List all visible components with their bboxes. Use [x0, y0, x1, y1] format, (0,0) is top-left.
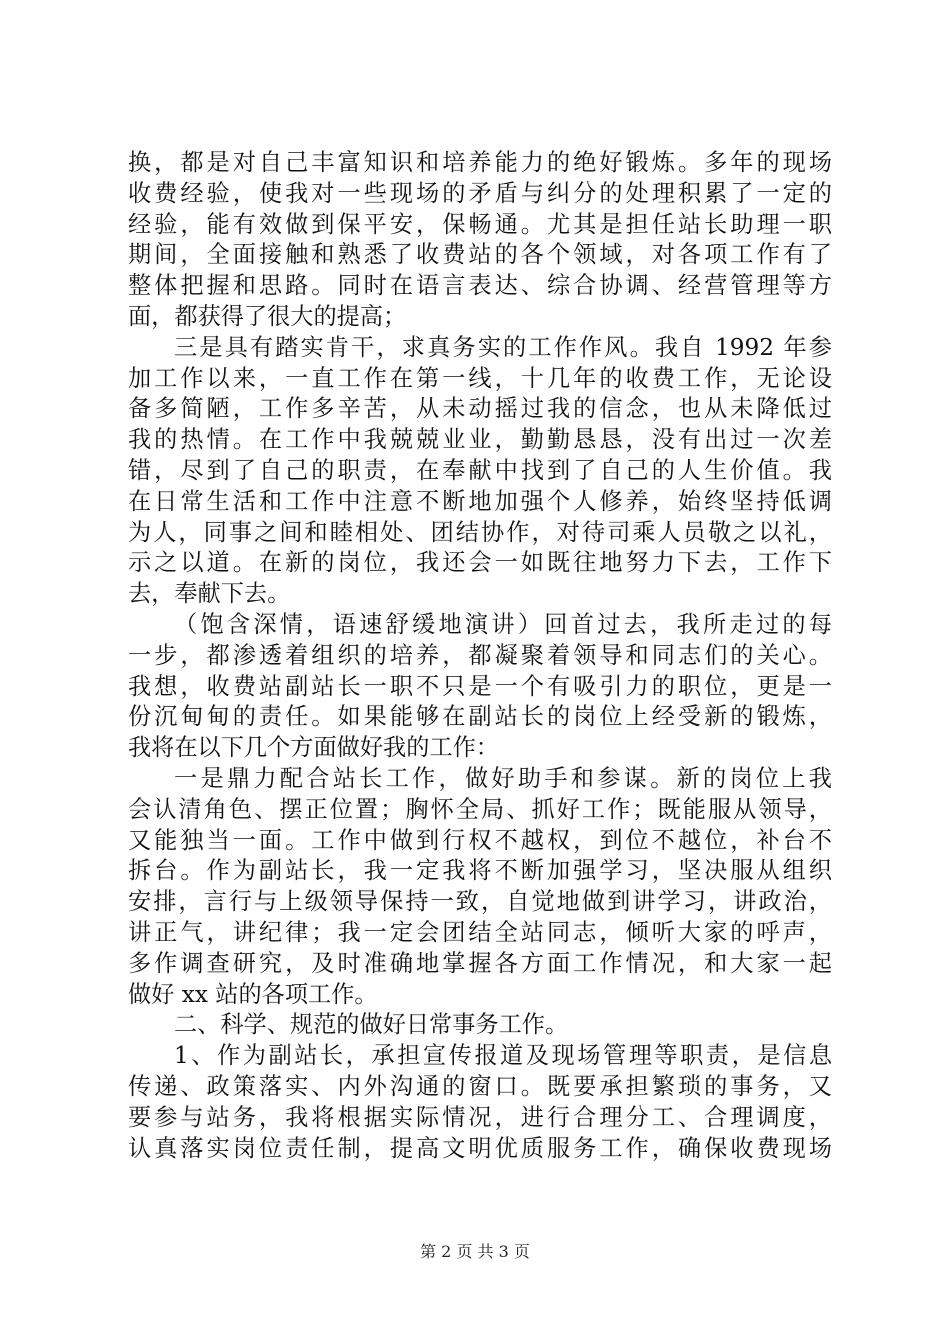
text-line: 认真落实岗位责任制，提高文明优质服务工作，确保收费现场 [128, 1134, 832, 1162]
text-line: 期间，全面接触和熟悉了收费站的各个领域，对各项工作有了 [128, 241, 832, 269]
text-line: 我的热情。在工作中我兢兢业业，勤勤恳恳，没有出过一次差 [128, 426, 832, 454]
text-line: 收费经验，使我对一些现场的矛盾与纠分的处理积累了一定的 [128, 179, 832, 207]
text-line: 传递、政策落实、内外沟通的窗口。既要承担繁琐的事务，又 [128, 1072, 832, 1100]
page-footer [0, 1242, 950, 1262]
text-line: 我将在以下几个方面做好我的工作： [128, 734, 499, 762]
text-line: 错，尽到了自己的职责，在奉献中找到了自己的人生价值。我 [128, 456, 832, 484]
text-line: 份沉甸甸的责任。如果能够在副站长的岗位上经受新的锻炼， [128, 703, 832, 731]
text-line: 做好 xx 站的各项工作。 [128, 980, 378, 1008]
text-line: 加工作以来，一直工作在第一线，十几年的收费工作，无论设 [128, 364, 832, 392]
text-line: 在日常生活和工作中注意不断地加强个人修养，始终坚持低调 [128, 487, 832, 515]
page-number: 第 2 页 共 3 页 [420, 1242, 530, 1261]
text-line: 经验，能有效做到保平安，保畅通。尤其是担任站长助理一职 [128, 210, 832, 238]
text-line: 我想，收费站副站长一职不只是一个有吸引力的职位，更是一 [128, 672, 832, 700]
text-line: 安排，言行与上级领导保持一致，自觉地做到讲学习，讲政治， [128, 888, 832, 916]
text-line: 多作调查研究，及时准确地掌握各方面工作情况，和大家一起 [128, 949, 832, 977]
text-line: 拆台。作为副站长，我一定我将不断加强学习，坚决服从组织 [128, 857, 832, 885]
text-line: 会认清角色、摆正位置；胸怀全局、抓好工作；既能服从领导， [128, 795, 832, 823]
text-line: 去，奉献下去。 [128, 580, 291, 608]
text-line: 示之以道。在新的岗位，我还会一如既往地努力下去，工作下 [128, 549, 832, 577]
text-line: 换，都是对自己丰富知识和培养能力的绝好锻炼。多年的现场 [128, 149, 832, 176]
text-line: 讲正气，讲纪律；我一定会团结全站同志，倾听大家的呼声， [128, 918, 832, 946]
text-line: 一步，都渗透着组织的培养，都凝聚着领导和同志们的关心。 [128, 641, 832, 669]
text-line: （饱含深情，语速舒缓地演讲）回首过去，我所走过的每 [174, 610, 832, 638]
text-line: 整体把握和思路。同时在语言表达、综合协调、经营管理等方 [128, 272, 832, 300]
text-line: 面，都获得了很大的提高； [128, 302, 407, 330]
text-line: 为人，同事之间和睦相处、团结协作，对待司乘人员敬之以礼， [128, 518, 832, 546]
text-line: 又能独当一面。工作中做到行权不越权，到位不越位，补台不 [128, 826, 832, 854]
text-line: 一是鼎力配合站长工作，做好助手和参谋。新的岗位上我 [174, 764, 832, 792]
text-line: 要参与站务，我将根据实际情况，进行合理分工、合理调度， [128, 1103, 832, 1131]
text-line: 三是具有踏实肯干，求真务实的工作作风。我自 1992 年参 [174, 333, 832, 361]
section-heading: 二、科学、规范的做好日常事务工作。 [174, 1011, 569, 1039]
text-line: 1、作为副站长，承担宣传报道及现场管理等职责，是信息 [174, 1042, 832, 1070]
document-body [128, 148, 832, 1164]
text-line: 备多简陋，工作多辛苦，从未动摇过我的信念，也从未降低过 [128, 395, 832, 423]
